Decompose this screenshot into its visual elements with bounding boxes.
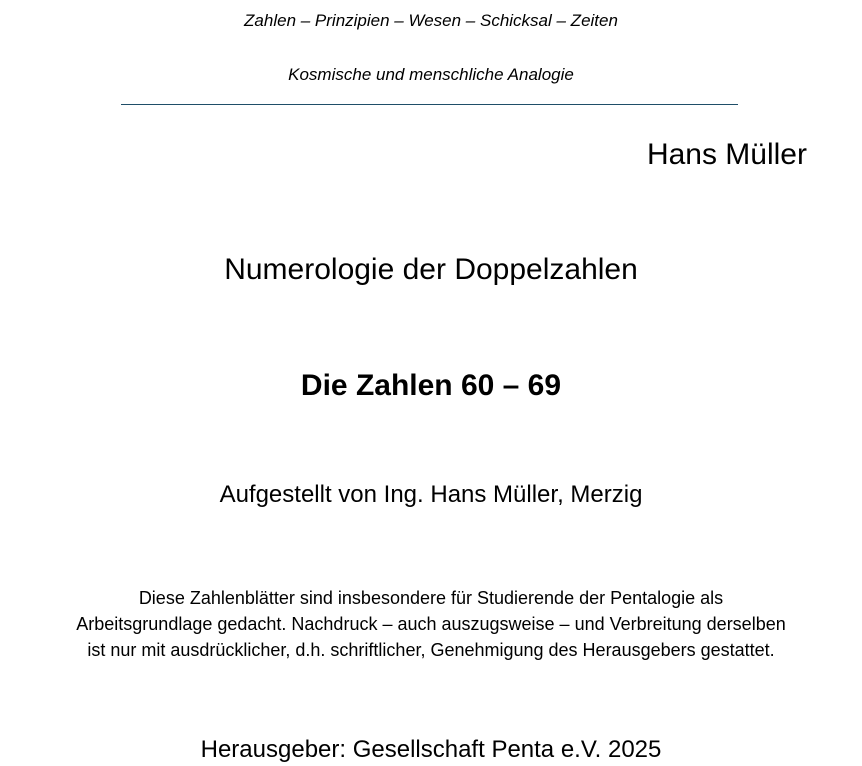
document-subject: Numerologie der Doppelzahlen (224, 253, 638, 286)
header-topics: Zahlen – Prinzipien – Wesen – Schicksal – Zeiten (244, 11, 618, 30)
publisher: Herausgeber: Gesellschaft Penta e.V. 2025 (200, 736, 662, 763)
notice-line-3: ist nur mit ausdrücklicher, d.h. schriftlicher, Genehmigung des Herausgebers gestattet. (87, 640, 775, 660)
notice-line-2: Arbeitsgrundlage gedacht. Nachdruck – auch auszugsweise – und Verbreitung derselben (76, 614, 786, 634)
notice-line-1: Diese Zahlenblätter sind insbesondere für Studierende der Pentalogie als (138, 588, 724, 608)
copyright-notice (0, 585, 862, 663)
header-subtitle: Kosmische und menschliche Analogie (288, 65, 574, 84)
document-title: Die Zahlen 60 – 69 (300, 369, 562, 402)
compiled-by: Aufgestellt von Ing. Hans Müller, Merzig (219, 481, 643, 508)
author-name: Hans Müller (646, 138, 807, 171)
header-divider (121, 104, 738, 105)
